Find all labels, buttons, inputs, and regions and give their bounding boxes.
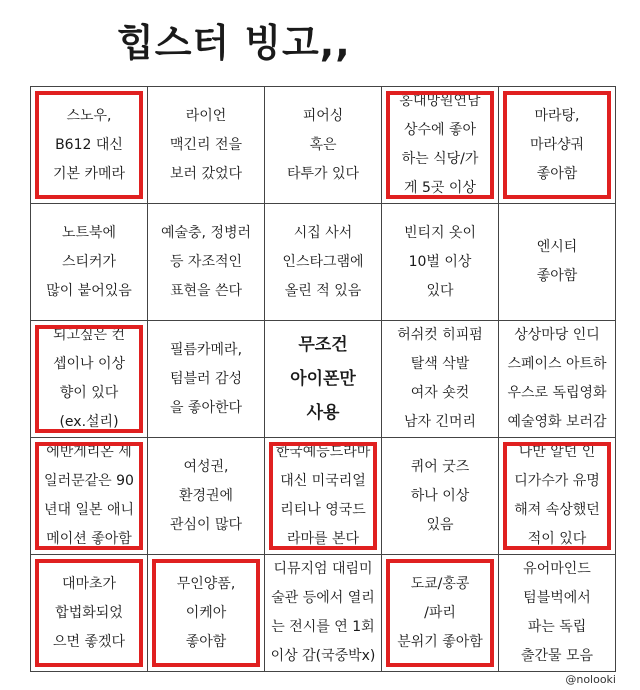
bingo-cell — [382, 204, 499, 321]
bingo-cell-text: 대마초가 합법화되었 으면 좋겠다 — [52, 575, 126, 650]
page-title: 힙스터 빙고,, — [117, 21, 351, 65]
bingo-cell-text: 디뮤지엄 대림미 술관 등에서 열리 는 전시를 연 1회 이상 감(국중박x) — [270, 561, 376, 664]
bingo-cell — [31, 555, 148, 672]
bingo-cell — [31, 204, 148, 321]
bingo-cell — [265, 555, 382, 672]
bingo-cell-text: 나만 알던 인 디가수가 유명 해져 속상했던 적이 있다 — [514, 444, 600, 547]
bingo-cell-text: 필름카메라, 텀블러 감성 을 좋아한다 — [169, 341, 243, 416]
bingo-cell — [148, 87, 265, 204]
bingo-cell — [31, 321, 148, 438]
bingo-cell-text: 유어마인드 텀블벅에서 파는 독립 출간물 모음 — [520, 561, 594, 664]
bingo-cell-text: 마라탕, 마라샹궈 좋아함 — [529, 107, 585, 182]
bingo-board — [30, 86, 616, 672]
bingo-cell-text: 무조건 아이폰만 사용 — [290, 335, 356, 423]
bingo-cell-text: 예술충, 정병러 등 자조적인 표현을 쓴다 — [160, 224, 252, 299]
bingo-cell — [148, 438, 265, 555]
bingo-cell-text: 여성권, 환경권에 관심이 많다 — [169, 458, 243, 533]
bingo-cell-text: 라이언 맥긴리 전을 보러 갔었다 — [169, 107, 243, 182]
bingo-cell-text: 빈티지 옷이 10벌 이상 있다 — [403, 224, 477, 299]
bingo-cell — [265, 321, 382, 438]
bingo-cell-text: 홍대망원연남 상수에 좋아 하는 식당/가 게 5곳 이상 — [399, 93, 481, 196]
bingo-cell — [499, 555, 616, 672]
bingo-cell-text: 엔시티 좋아함 — [536, 239, 578, 284]
bingo-cell — [265, 87, 382, 204]
bingo-cell — [499, 87, 616, 204]
bingo-cell-text: 상상마당 인디 스페이스 아트하 우스로 독립영화 예술영화 보러감 — [507, 327, 607, 430]
credit-watermark: @nolooki — [565, 673, 616, 686]
bingo-cell-text: 에반게리온 세 일러문같은 90 년대 일본 애니 메이션 좋아함 — [43, 444, 135, 547]
bingo-cell — [148, 321, 265, 438]
bingo-cell — [31, 87, 148, 204]
bingo-cell — [148, 555, 265, 672]
bingo-cell-text: 되고싶은 컨 셉이나 이상 향이 있다 (ex.설리) — [52, 327, 126, 430]
bingo-cell-text: 허쉬컷 히피펌 탈색 삭발 여자 숏컷 남자 긴머리 — [397, 327, 483, 430]
bingo-cell — [382, 438, 499, 555]
bingo-cell — [265, 204, 382, 321]
bingo-cell-text: 한국예능드라마 대신 미국리얼 리티나 영국드 라마를 본다 — [275, 444, 371, 547]
bingo-cell-text: 퀴어 굿즈 하나 이상 있음 — [410, 458, 470, 533]
bingo-cell — [499, 204, 616, 321]
bingo-cell — [382, 87, 499, 204]
bingo-cell-text: 피어싱 혹은 타투가 있다 — [286, 107, 360, 182]
bingo-cell-text: 스노우, B612 대신 기본 카메라 — [52, 107, 126, 182]
bingo-cell — [31, 438, 148, 555]
bingo-cell — [382, 555, 499, 672]
bingo-cell-text: 도쿄/홍콩 /파리 분위기 좋아함 — [397, 575, 483, 650]
bingo-cell-text: 무인양품, 이케아 좋아함 — [176, 575, 236, 650]
bingo-cell-text: 시집 사서 인스타그램에 올린 적 있음 — [282, 224, 364, 299]
bingo-cell — [265, 438, 382, 555]
bingo-cell — [499, 438, 616, 555]
bingo-cell — [148, 204, 265, 321]
bingo-cell-text: 노트북에 스티커가 많이 붙어있음 — [46, 224, 132, 299]
bingo-cell — [382, 321, 499, 438]
bingo-cell — [499, 321, 616, 438]
